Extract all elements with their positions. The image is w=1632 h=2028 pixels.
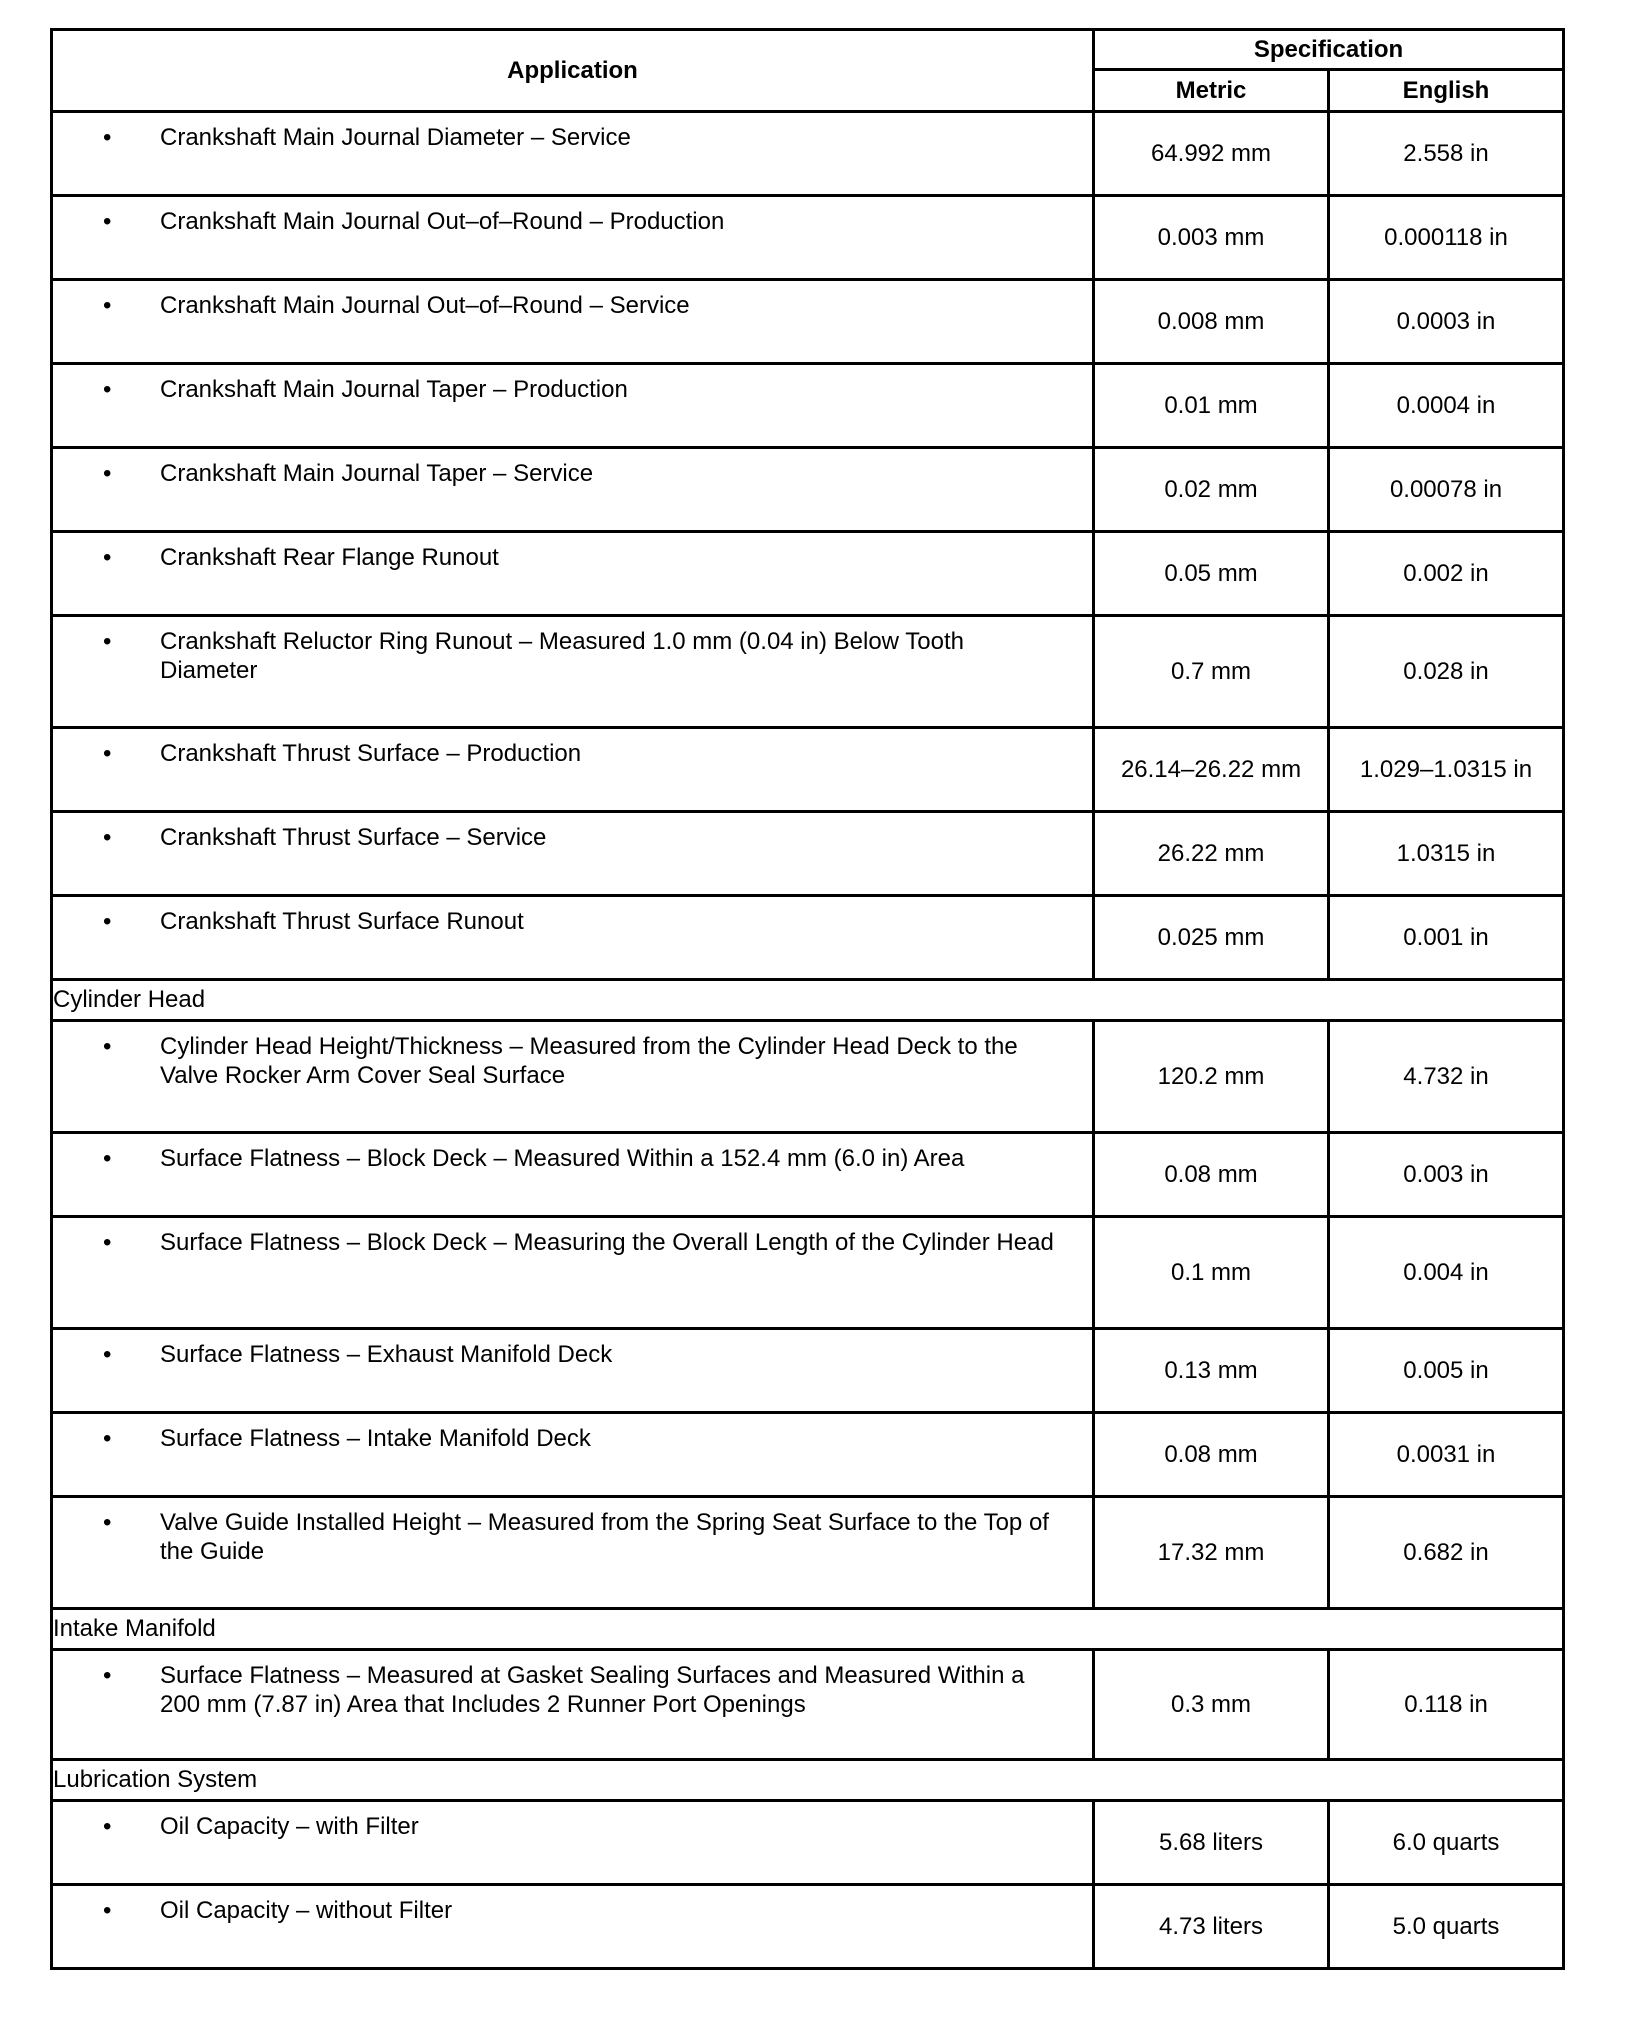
application-text: Valve Guide Installed Height – Measured from the Spring Seat Surface to the Top of the Guide	[160, 1509, 1049, 1565]
table-row	[52, 616, 1564, 728]
application-text: Crankshaft Main Journal Taper – Production	[160, 376, 628, 403]
metric-value: 0.08 mm	[1094, 1413, 1329, 1497]
metric-header: Metric	[1094, 70, 1329, 112]
metric-value: 17.32 mm	[1094, 1497, 1329, 1609]
application-text: Crankshaft Rear Flange Runout	[160, 544, 499, 571]
table-row	[52, 1497, 1564, 1609]
table-row	[52, 196, 1564, 280]
english-value: 0.003 in	[1329, 1133, 1564, 1217]
english-value: 0.004 in	[1329, 1217, 1564, 1329]
english-value: 1.0315 in	[1329, 812, 1564, 896]
table-row	[52, 1021, 1564, 1133]
table-body	[52, 112, 1564, 1969]
metric-value: 26.14–26.22 mm	[1094, 728, 1329, 812]
bullet-icon: •	[103, 824, 112, 851]
bullet-icon: •	[103, 208, 112, 235]
bullet-icon: •	[103, 628, 112, 655]
english-value: 0.682 in	[1329, 1497, 1564, 1609]
metric-value: 0.025 mm	[1094, 896, 1329, 980]
application-text: Surface Flatness – Exhaust Manifold Deck	[160, 1341, 613, 1368]
english-value: 0.000118 in	[1329, 196, 1564, 280]
english-value: 6.0 quarts	[1329, 1801, 1564, 1885]
metric-value: 0.05 mm	[1094, 532, 1329, 616]
bullet-icon: •	[103, 376, 112, 403]
bullet-icon: •	[103, 1145, 112, 1172]
metric-value: 0.01 mm	[1094, 364, 1329, 448]
english-header: English	[1329, 70, 1564, 112]
metric-value: 120.2 mm	[1094, 1021, 1329, 1133]
application-text: Oil Capacity – with Filter	[160, 1813, 419, 1840]
bullet-icon: •	[103, 1509, 112, 1536]
section-row	[52, 1760, 1564, 1801]
metric-value: 26.22 mm	[1094, 812, 1329, 896]
english-value: 0.028 in	[1329, 616, 1564, 728]
application-text: Surface Flatness – Intake Manifold Deck	[160, 1425, 591, 1452]
english-value: 0.00078 in	[1329, 448, 1564, 532]
bullet-icon: •	[103, 1425, 112, 1452]
english-value: 0.0031 in	[1329, 1413, 1564, 1497]
table-header	[52, 30, 1564, 112]
english-value: 1.029–1.0315 in	[1329, 728, 1564, 812]
metric-value: 0.008 mm	[1094, 280, 1329, 364]
english-value: 0.005 in	[1329, 1329, 1564, 1413]
table-row	[52, 280, 1564, 364]
metric-value: 0.003 mm	[1094, 196, 1329, 280]
metric-value: 0.1 mm	[1094, 1217, 1329, 1329]
table-row	[52, 896, 1564, 980]
application-text: Crankshaft Reluctor Ring Runout – Measured 1.0 mm (0.04 in) Below Tooth Diameter	[160, 628, 964, 684]
specification-table	[50, 28, 1565, 1970]
application-text: Cylinder Head Height/Thickness – Measured from the Cylinder Head Deck to the Valve Rocker Arm Cover Seal Surface	[160, 1033, 1018, 1089]
english-value: 0.001 in	[1329, 896, 1564, 980]
bullet-icon: •	[103, 1662, 112, 1689]
english-value: 0.118 in	[1329, 1650, 1564, 1760]
bullet-icon: •	[103, 1897, 112, 1924]
table-row	[52, 532, 1564, 616]
table-row	[52, 1650, 1564, 1760]
bullet-icon: •	[103, 460, 112, 487]
table-row	[52, 1133, 1564, 1217]
specification-header: Specification	[1094, 30, 1564, 70]
table-row	[52, 1329, 1564, 1413]
bullet-icon: •	[103, 1813, 112, 1840]
bullet-icon: •	[103, 740, 112, 767]
metric-value: 0.02 mm	[1094, 448, 1329, 532]
application-text: Crankshaft Thrust Surface – Service	[160, 824, 547, 851]
table-row	[52, 1885, 1564, 1969]
application-text: Surface Flatness – Block Deck – Measuring the Overall Length of the Cylinder Head	[160, 1229, 1054, 1256]
table-row	[52, 364, 1564, 448]
application-text: Crankshaft Main Journal Diameter – Service	[160, 124, 631, 151]
bullet-icon: •	[103, 544, 112, 571]
english-value: 0.0004 in	[1329, 364, 1564, 448]
metric-value: 5.68 liters	[1094, 1801, 1329, 1885]
application-text: Crankshaft Main Journal Out–of–Round – Service	[160, 292, 690, 319]
table-row	[52, 1801, 1564, 1885]
metric-value: 0.08 mm	[1094, 1133, 1329, 1217]
section-row	[52, 1609, 1564, 1650]
table-row	[52, 448, 1564, 532]
application-text: Crankshaft Thrust Surface – Production	[160, 740, 582, 767]
bullet-icon: •	[103, 1341, 112, 1368]
table-row	[52, 1217, 1564, 1329]
section-title: Intake Manifold	[52, 1609, 1564, 1650]
bullet-icon: •	[103, 1033, 112, 1060]
bullet-icon: •	[103, 124, 112, 151]
english-value: 5.0 quarts	[1329, 1885, 1564, 1969]
application-header: Application	[52, 30, 1094, 112]
bullet-icon: •	[103, 908, 112, 935]
metric-value: 0.3 mm	[1094, 1650, 1329, 1760]
application-text: Surface Flatness – Measured at Gasket Sealing Surfaces and Measured Within a 200 mm (7.87 in) Area that Includes 2 Runner Port Openings	[160, 1662, 1025, 1718]
application-text: Crankshaft Thrust Surface Runout	[160, 908, 524, 935]
english-value: 2.558 in	[1329, 112, 1564, 196]
application-text: Crankshaft Main Journal Taper – Service	[160, 460, 594, 487]
section-row	[52, 980, 1564, 1021]
application-text: Crankshaft Main Journal Out–of–Round – Production	[160, 208, 725, 235]
metric-value: 64.992 mm	[1094, 112, 1329, 196]
table-row	[52, 112, 1564, 196]
table-row	[52, 812, 1564, 896]
english-value: 0.002 in	[1329, 532, 1564, 616]
metric-value: 4.73 liters	[1094, 1885, 1329, 1969]
english-value: 0.0003 in	[1329, 280, 1564, 364]
english-value: 4.732 in	[1329, 1021, 1564, 1133]
bullet-icon: •	[103, 292, 112, 319]
application-text: Surface Flatness – Block Deck – Measured Within a 152.4 mm (6.0 in) Area	[160, 1145, 965, 1172]
metric-value: 0.7 mm	[1094, 616, 1329, 728]
table-row	[52, 728, 1564, 812]
metric-value: 0.13 mm	[1094, 1329, 1329, 1413]
bullet-icon: •	[103, 1229, 112, 1256]
table-row	[52, 1413, 1564, 1497]
section-title: Cylinder Head	[52, 980, 1564, 1021]
section-title: Lubrication System	[52, 1760, 1564, 1801]
application-text: Oil Capacity – without Filter	[160, 1897, 453, 1924]
